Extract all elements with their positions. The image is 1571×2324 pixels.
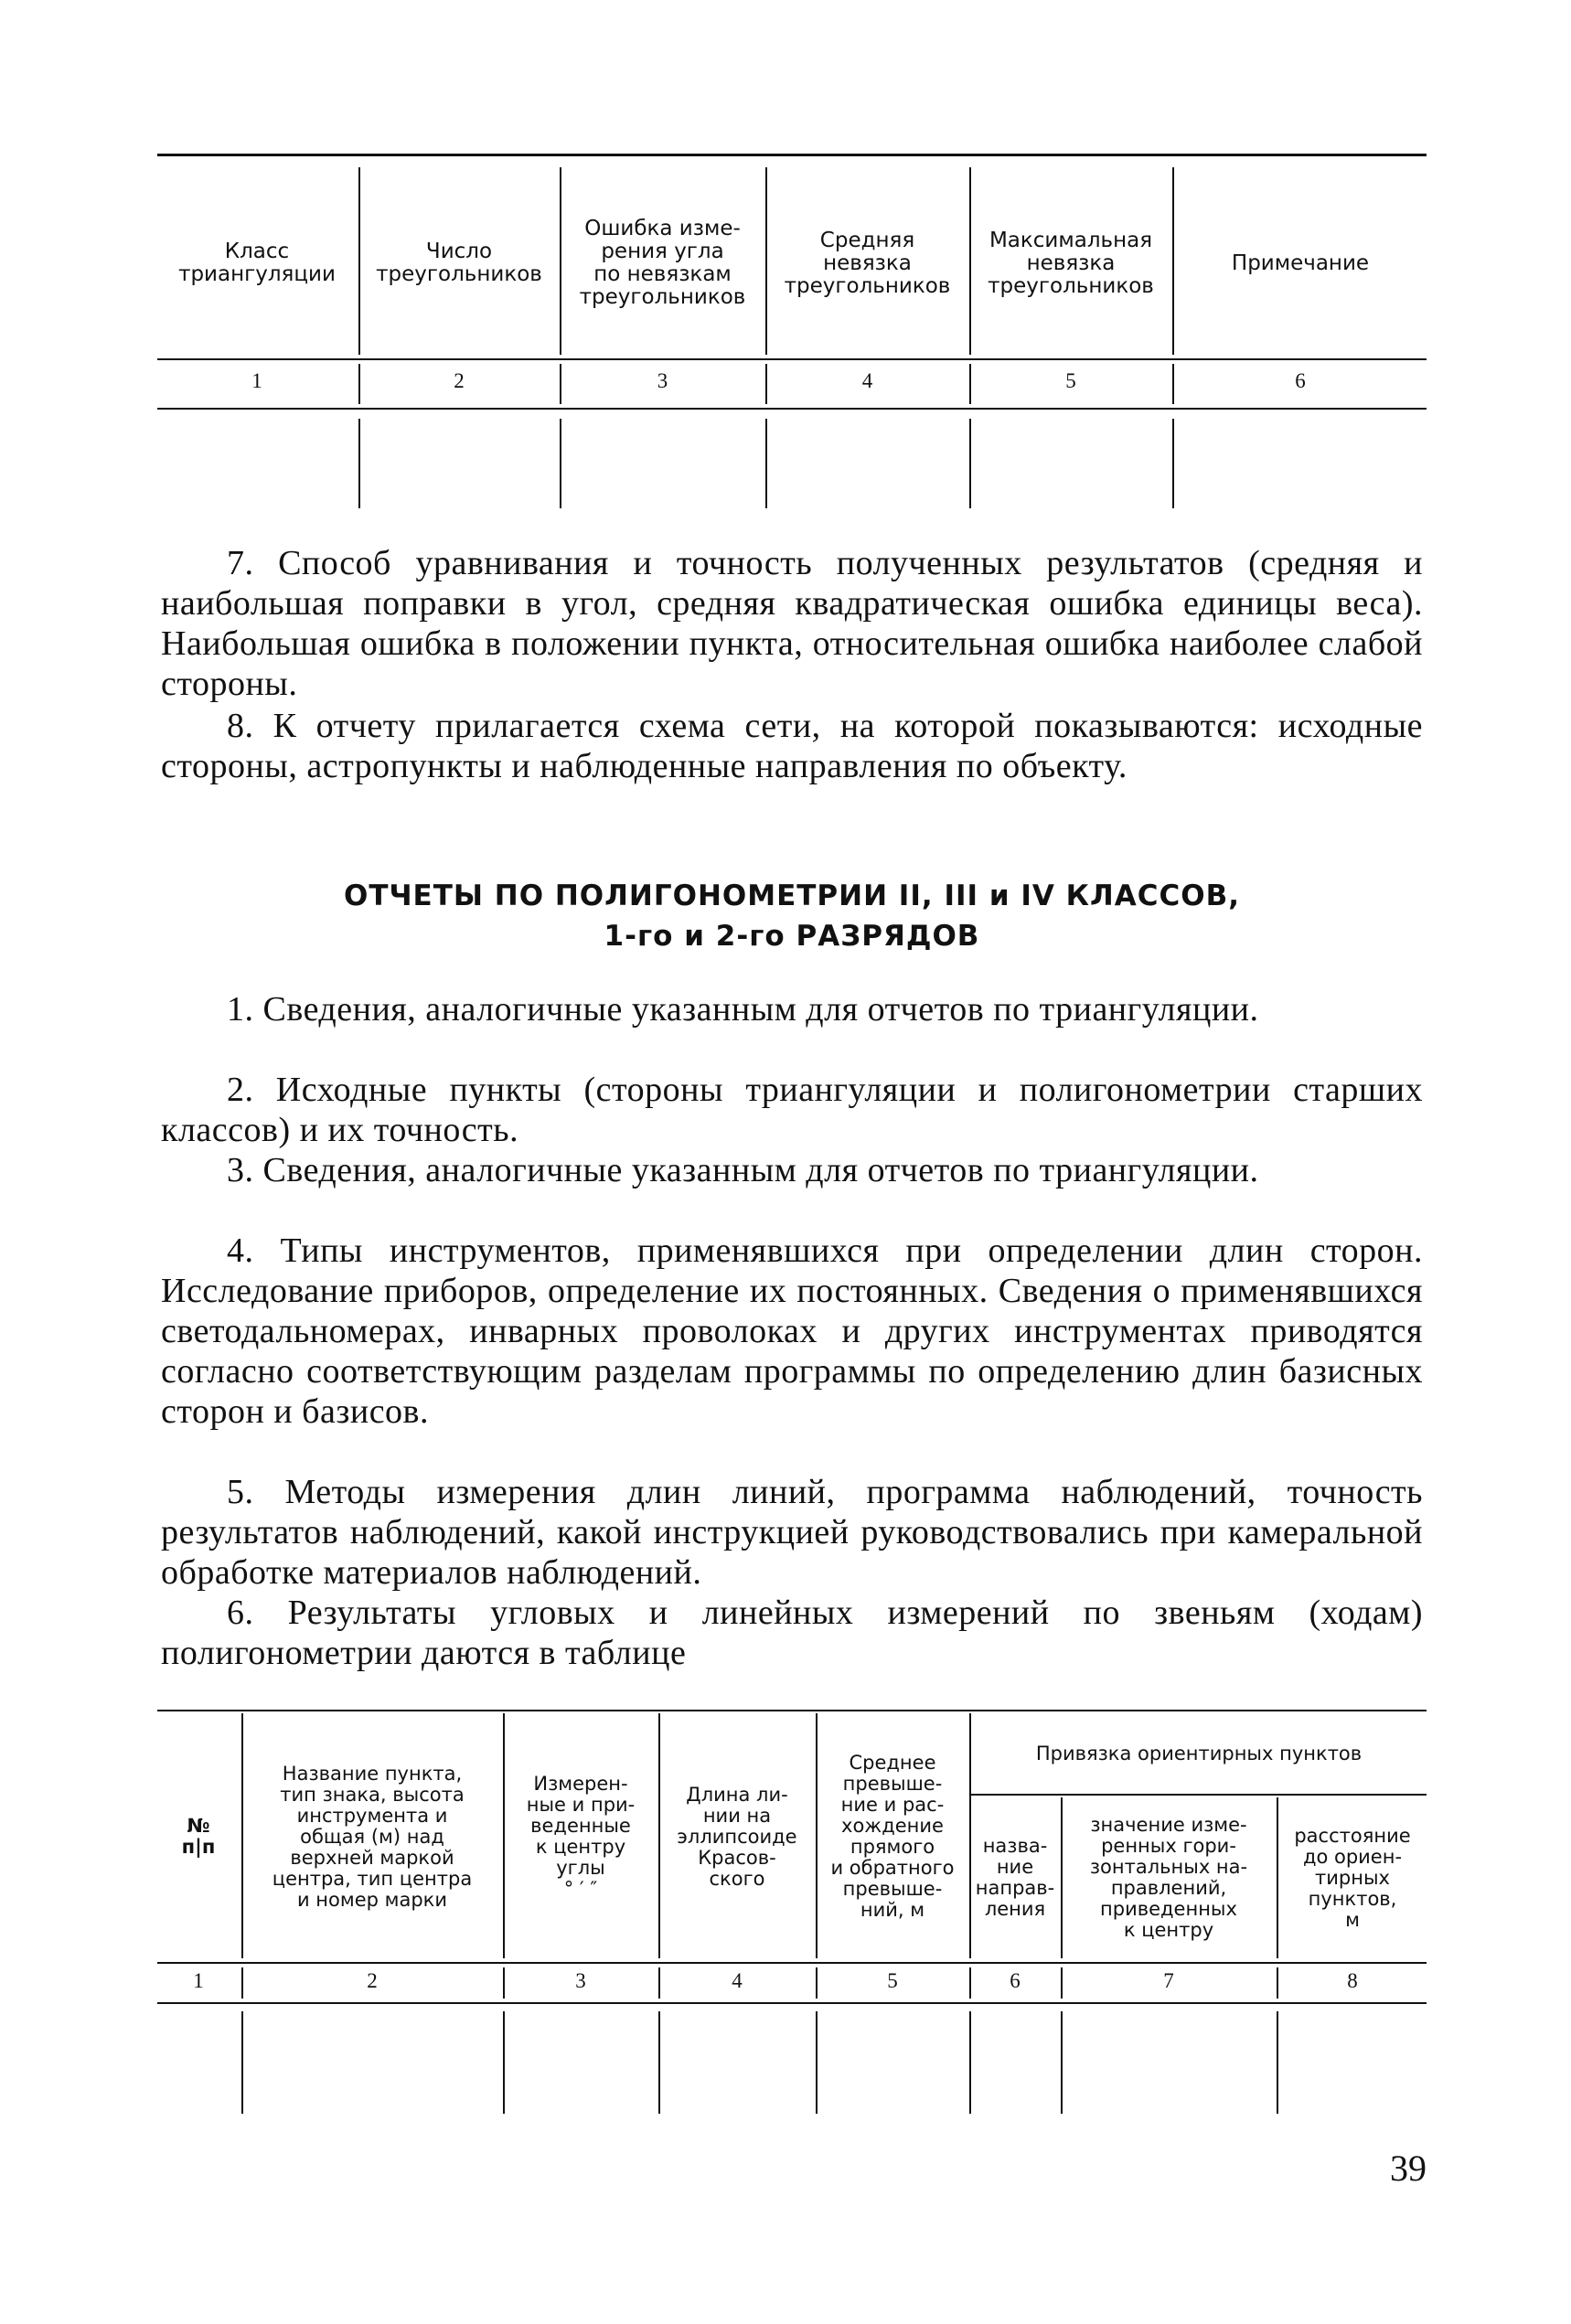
column-number: 1 <box>251 369 262 392</box>
header-mean-height: Среднее превыше- ние и рас- хождение прямого и обратного превыше- ний, м <box>830 1752 955 1921</box>
paragraph-4: 4. Типы инструментов, применявшихся при определении длин сторон. Исследование приборов, определение их постоянных. Сведения о применявшихся светодальномерах, инварных проволоках и других инструментах приводятся согласно соответствующим разделам программы по определению длин базисных сторон и базисов. <box>161 1231 1423 1431</box>
page-number: 39 <box>1390 2148 1427 2189</box>
group-sub-rule <box>971 1794 1427 1796</box>
column-number: 2 <box>367 1969 378 1992</box>
column-number: 8 <box>1347 1969 1358 1992</box>
header-class: Класс триангуляции <box>178 240 336 286</box>
paragraph-1: 1. Сведения, аналогичные указанным для отчетов по триангуляции. <box>227 990 1259 1029</box>
header-mean-misclosure: Средняя невязка треугольников <box>784 228 951 298</box>
paragraph-7: 7. Способ уравнивания и точность полученных результатов (средняя и наибольшая поправки в угол, средняя квадратическая ошибка единицы веса). Наибольшая ошибка в положении пункта, относительная ошибка наиболее слабой стороны. <box>161 544 1423 703</box>
numbers-bottom-rule <box>157 2002 1427 2004</box>
header-reference-group: Привязка ориентирных пунктов <box>1035 1742 1363 1764</box>
heading-line-1: ОТЧЕТЫ ПО ПОЛИГОНОМЕТРИИ II, III и IV КЛАССОВ, <box>343 879 1241 912</box>
heading-line-2: 1-го и 2-го РАЗРЯДОВ <box>604 920 980 953</box>
header-point-name: Название пункта, тип знака, высота инструмента и общая (м) над верхней маркой центра, тип центра и номер марки <box>272 1762 473 1911</box>
header-bottom-rule <box>157 1962 1427 1964</box>
column-number: 6 <box>1295 369 1306 392</box>
header-note: Примечание <box>1231 251 1370 275</box>
header-angle-error: Ошибка изме- рения угла по невязкам треугольников <box>579 217 746 309</box>
column-number: 2 <box>454 369 465 392</box>
column-number: 4 <box>732 1969 743 1992</box>
numbers-bottom-rule <box>157 408 1427 410</box>
column-number: 6 <box>1010 1969 1021 1992</box>
paragraph-3: 3. Сведения, аналогичные указанным для отчетов по триангуляции. <box>227 1151 1259 1189</box>
header-max-misclosure: Максимальная невязка треугольников <box>988 228 1154 298</box>
paragraph-2: 2. Исходные пункты (стороны триангуляции и полигонометрии старших классов) и их точность. <box>161 1071 1423 1149</box>
column-number: 5 <box>887 1969 898 1992</box>
header-row-number: № п|п <box>181 1815 216 1858</box>
table-top-rule <box>157 1710 1427 1711</box>
header-line-length: Длина ли- нии на эллипсоиде Красов- ского <box>677 1783 797 1890</box>
paragraph-8: 8. К отчету прилагается схема сети, на которой показываются: исходные стороны, астропункты и наблюденные направления по объекту. <box>161 707 1423 785</box>
section-heading <box>161 876 1423 956</box>
column-number: 4 <box>861 369 873 392</box>
table-top-rule <box>157 154 1427 156</box>
paragraph-6: 6. Результаты угловых и линейных измерений по звеньям (ходам) полигонометрии даются в таблице <box>161 1594 1423 1672</box>
header-distance: расстояние до ориен- тирных пунктов, м <box>1294 1824 1411 1931</box>
column-number: 3 <box>575 1969 586 1992</box>
header-direction-name: назва- ние направ- ления <box>975 1835 1055 1920</box>
header-measured-angles: Измерен- ные и при- веденные к центру углы ° ′ ″ <box>526 1773 636 1900</box>
column-number: 7 <box>1163 1969 1174 1992</box>
header-direction-values: значение изме- ренных гори- зонтальных на- правлений, приведенных к центру <box>1089 1814 1248 1941</box>
column-number: 3 <box>657 369 668 392</box>
column-number: 1 <box>193 1969 204 1992</box>
paragraph-5: 5. Методы измерения длин линий, программа наблюдений, точность результатов наблюдений, какой инструкцией руководствовались при камеральной обработке материалов наблюдений. <box>161 1473 1423 1592</box>
header-bottom-rule <box>157 358 1427 360</box>
header-triangle-count: Число треугольников <box>376 240 542 286</box>
column-number: 5 <box>1065 369 1076 392</box>
